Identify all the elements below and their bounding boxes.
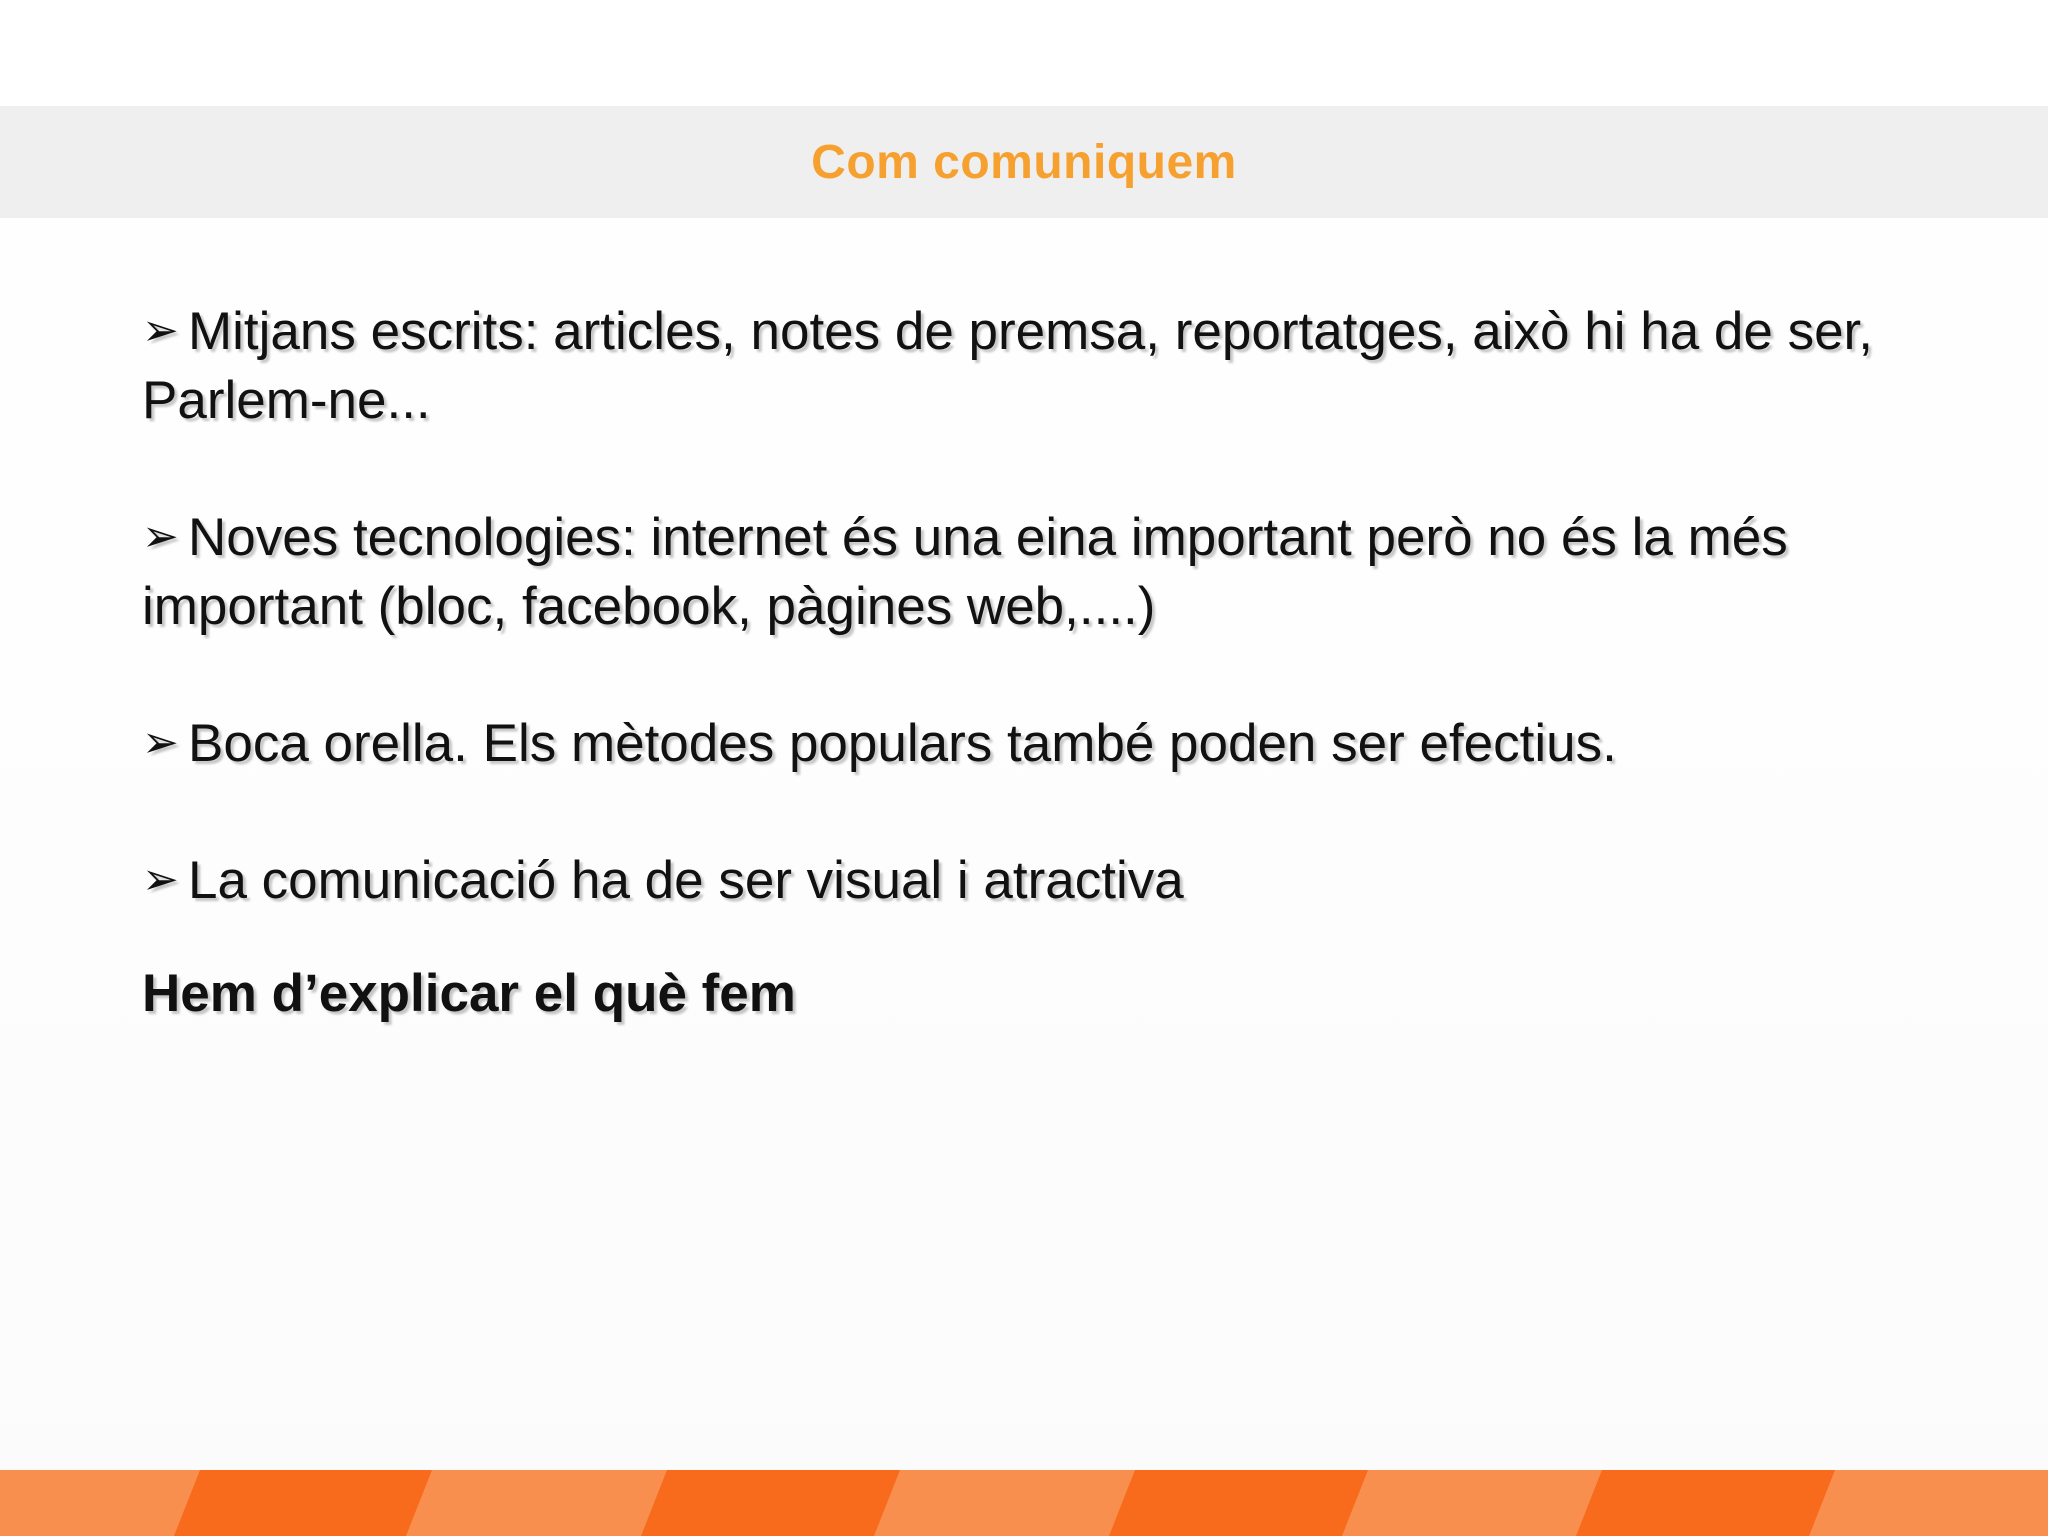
bullet-item — [142, 845, 1922, 915]
arrow-bullet-icon: ➢ — [142, 305, 179, 356]
bullet-text: Noves tecnologies: internet és una eina important però no és la més important (bloc, facebook, pàgines web,....) — [142, 508, 1788, 636]
arrow-bullet-icon: ➢ — [142, 511, 179, 562]
footer-stripe-bar — [0, 1470, 2048, 1536]
bullet-item — [142, 502, 1922, 641]
arrow-bullet-icon: ➢ — [142, 717, 179, 768]
title-band — [0, 106, 2048, 218]
footer-stripe-segment — [641, 1470, 900, 1536]
slide-content — [142, 296, 1922, 1081]
arrow-bullet-icon: ➢ — [142, 854, 179, 905]
footer-stripe-segment — [1109, 1470, 1368, 1536]
footer-stripe-segment — [174, 1470, 432, 1536]
bullet-item — [142, 708, 1922, 778]
bullet-text: Mitjans escrits: articles, notes de premsa, reportatges, això hi ha de ser, Parlem-ne... — [142, 302, 1874, 430]
closing-statement: Hem d’explicar el què fem — [142, 964, 796, 1023]
footer-stripe-segment — [1576, 1470, 1835, 1536]
bullet-item — [142, 296, 1922, 435]
bullet-text: Boca orella. Els mètodes populars també poden ser efectius. — [188, 714, 1617, 773]
slide-title: Com comuniquem — [811, 135, 1237, 189]
bullet-text: La comunicació ha de ser visual i atractiva — [188, 851, 1184, 910]
